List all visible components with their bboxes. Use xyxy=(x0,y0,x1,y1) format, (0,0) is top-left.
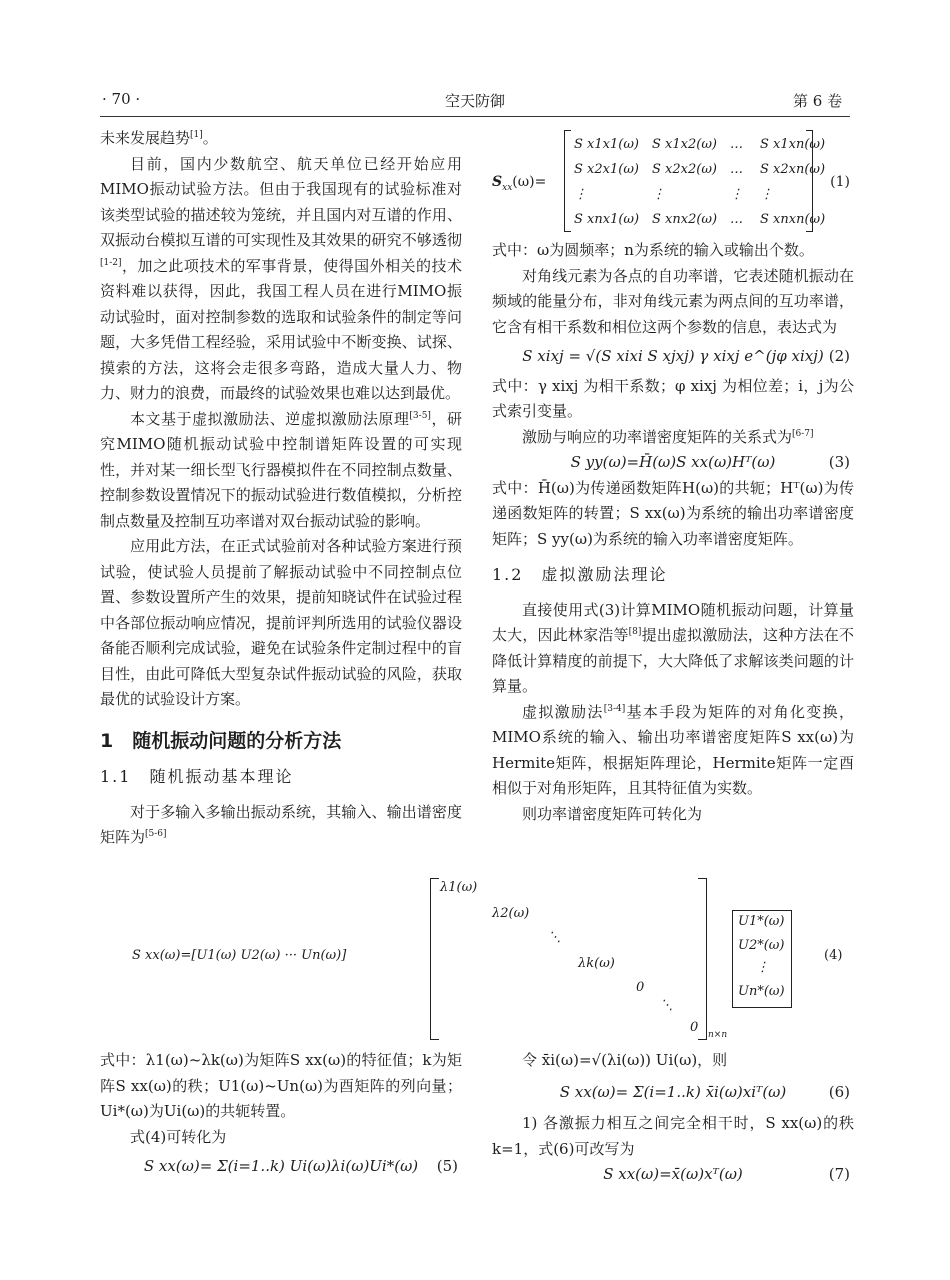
paragraph: 激励与响应的功率谱密度矩阵的关系式为[6-7] xyxy=(522,427,814,446)
diag-entry: ⋱ xyxy=(548,930,561,945)
matrix-cell: ⋮ xyxy=(652,187,665,202)
equation-4 xyxy=(100,874,850,1044)
journal-name: 空天防御 xyxy=(445,92,506,110)
paragraph: 令 x̄i(ω)=√(λi(ω)) Ui(ω)，则 xyxy=(522,1051,728,1069)
right-column xyxy=(492,126,854,827)
equation-7: S xx(ω)=x̄(ω)xᵀ(ω) (7) xyxy=(492,1162,854,1188)
matrix-cell: S x1xn(ω) xyxy=(760,137,826,152)
equation-number: (4) xyxy=(824,948,843,963)
subsection-heading: 1.2 虚拟激励法理论 xyxy=(492,565,668,584)
matrix-cell: … xyxy=(730,137,743,152)
matrix-cell: ⋮ xyxy=(760,187,773,202)
paragraph: 1) 各激振力相互之间完全相干时，S xx(ω)的秩k=1，式(6)可改写为 xyxy=(492,1114,854,1158)
diag-entry: λ2(ω) xyxy=(492,906,530,921)
paragraph: 式中：ω为圆频率；n为系统的输入或输出个数。 xyxy=(492,241,814,259)
matrix-cell: … xyxy=(730,162,743,177)
citation[interactable]: [6-7] xyxy=(792,428,814,439)
paragraph: 对角线元素为各点的自功率谱，它表述随机振动在频域的能量分布，非对角线元素为两点间的互功率谱，它含有相干系数和相位这两个参数的信息，表达式为 xyxy=(492,266,854,336)
paragraph: 直接使用式(3)计算MIMO随机振动问题，计算量太大，因此林家浩等[8]提出虚拟激励法，这种方法在不降低计算精度的前提下，大大降低了求解该类问题的计算量。 xyxy=(492,600,854,695)
equation-number: (1) xyxy=(830,174,850,190)
matrix-grid xyxy=(574,132,826,232)
paragraph: 目前，国内少数航空、航天单位已经开始应用MIMO振动试验方法。但由于我国现有的试验标准对该类型试验的描述较为笼统，并且国内对互谱的作用、双振动台模拟互谱的可实现性及其效果的研究不够透彻[1-2]，加之此项技术的军事背景，使得国外相关的技术资料难以获得，因此，我国工程人员在进行MIMO振动试验时，面对控制参数的选取和试验条件的制定等问题，大多凭借工程经验，采用试验中不断变换、试探、摸索的方法，这将会走很多弯路，造成大量人力、物力、财力的浪费，而最终的试验效果也难以达到最优。 xyxy=(100,154,462,402)
paragraph: 未来发展趋势[1]。 xyxy=(100,129,218,147)
left-bracket xyxy=(564,130,571,232)
paragraph: 应用此方法，在正式试验前对各种试验方案进行预试验，使试验人员提前了解振动试验中不同控制点位置、参数设置所产生的效果，提前知晓试件在试验过程中各部位振动响应情况，提前评判所选用的试验仪器设备能否顺利完成试验，避免在试验条件定制过程中的盲目性，由此可降低大型复杂试件振动试验的风险，获取最优的试验设计方案。 xyxy=(100,537,462,708)
equation-number: (2) xyxy=(828,347,850,365)
matrix-cell: S x1x2(ω) xyxy=(652,137,717,152)
matrix-cell: S x2xn(ω) xyxy=(760,162,826,177)
page-number: · 70 · xyxy=(102,90,141,108)
paragraph: 式中：γ xixj 为相干系数；φ xixj 为相位差；i，j为公式索引变量。 xyxy=(492,376,854,420)
paragraph: 对于多输入多输出振动系统，其输入、输出谱密度矩阵为[5-6] xyxy=(100,802,462,846)
left-column xyxy=(100,126,462,851)
matrix-cell: S x2x1(ω) xyxy=(574,162,639,177)
citation[interactable]: [3-4] xyxy=(603,703,626,714)
volume-label: 第 6 卷 xyxy=(793,92,843,110)
citation[interactable]: [8] xyxy=(628,627,642,637)
paragraph: 式中：H̄(ω)为传递函数矩阵H(ω)的共轭；Hᵀ(ω)为传递函数矩阵的转置；S xx(ω)为系统的输出功率谱密度矩阵；S yy(ω)为系统的输入功率谱密度矩阵。 xyxy=(492,478,854,548)
vector-entry: Un*(ω) xyxy=(738,984,785,999)
matrix-cell: ⋮ xyxy=(730,187,743,202)
equation-lhs: S xx(ω)=[U1(ω) U2(ω) ··· Un(ω)] xyxy=(132,948,347,963)
section-heading: 1 随机振动问题的分析方法 xyxy=(100,729,342,752)
matrix-cell: S x2x2(ω) xyxy=(652,162,717,177)
matrix-cell: S xnxn(ω) xyxy=(760,212,826,227)
matrix-cell: S xnx1(ω) xyxy=(574,212,640,227)
vector-entry: U2*(ω) xyxy=(738,938,785,953)
equation-2: S xixj = √(S xixi S xjxj) γ xixj e^(jφ xixj) (2) xyxy=(492,344,854,370)
diag-entry: 0 xyxy=(636,980,645,995)
equation-number: (7) xyxy=(828,1165,850,1183)
diag-entry: λ1(ω) xyxy=(440,880,478,895)
diag-entry: 0 xyxy=(690,1020,699,1035)
vector-entry: U1*(ω) xyxy=(738,914,785,929)
left-column-bottom xyxy=(100,1048,462,1180)
paragraph: 式(4)可转化为 xyxy=(130,1127,227,1146)
paragraph: 式中：λ1(ω)~λk(ω)为矩阵S xx(ω)的特征值；k为矩阵S xx(ω)的秩；U1(ω)~Un(ω)为酉矩阵的列向量；Ui*(ω)为Ui(ω)的共轭转置。 xyxy=(100,1051,462,1120)
matrix-cell: ⋮ xyxy=(574,187,587,202)
equation-1 xyxy=(492,130,854,234)
header-rule xyxy=(100,116,850,117)
paragraph: 本文基于虚拟激励法、逆虚拟激励法原理[3-5]，研究MIMO随机振动试验中控制谱矩阵设置的可实现性，并对某一细长型飞行器模拟件在不同控制点数量、控制参数设置情况下的振动试验进行数值模拟，分析控制点数量及控制互功率谱对双台振动试验的影响。 xyxy=(100,409,462,530)
citation[interactable]: [5-6] xyxy=(145,829,167,839)
right-column-bottom xyxy=(492,1048,854,1188)
citation[interactable]: [3-5] xyxy=(409,410,431,421)
equation-5: S xx(ω)= Σ(i=1..k) Ui(ω)λi(ω)Ui*(ω) (5) xyxy=(100,1154,462,1180)
right-bracket xyxy=(806,130,813,232)
diag-entry: ⋱ xyxy=(660,998,673,1013)
equation-lhs: $S_{xx}(\omega)=$ xyxy=(492,174,547,193)
equation-number: (6) xyxy=(828,1082,850,1101)
vector-entry: ⋮ xyxy=(756,960,769,975)
paragraph: 则功率谱密度矩阵可转化为 xyxy=(522,804,703,823)
subsection-heading: 1.1 随机振动基本理论 xyxy=(100,767,294,786)
equation-3: S yy(ω)=H̄(ω)S xx(ω)Hᵀ(ω) (3) xyxy=(492,450,854,476)
diag-entry: λk(ω) xyxy=(578,956,615,971)
matrix-cell: … xyxy=(730,212,743,227)
left-bracket xyxy=(430,878,439,1040)
matrix-cell: S x1x1(ω) xyxy=(574,137,639,152)
equation-6: S xx(ω)= Σ(i=1..k) x̄i(ω)xiᵀ(ω) (6) xyxy=(492,1080,854,1106)
citation[interactable]: [1] xyxy=(190,130,203,140)
matrix-cell: S xnx2(ω) xyxy=(652,212,718,227)
paragraph: 虚拟激励法[3-4]基本手段为矩阵的对角化变换，MIMO系统的输入、输出功率谱密度矩阵S xx(ω)为Hermite矩阵，根据矩阵理论，Hermite矩阵一定酉相似于对角形矩阵，且其特征值为实数。 xyxy=(492,702,854,797)
equation-number: (5) xyxy=(436,1157,458,1175)
matrix-size: n×n xyxy=(708,1030,728,1040)
right-bracket xyxy=(698,878,707,1040)
equation-number: (3) xyxy=(828,453,850,471)
citation[interactable]: [1-2] xyxy=(100,257,122,268)
